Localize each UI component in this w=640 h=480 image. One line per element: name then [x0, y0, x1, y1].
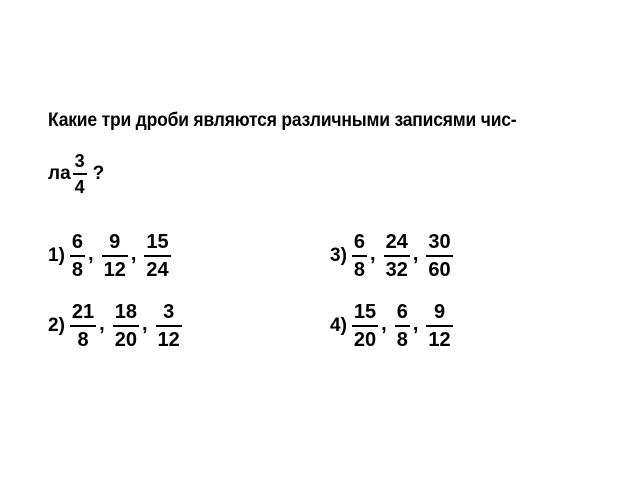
option-fraction: [156, 302, 182, 350]
comma-separator: ,: [381, 313, 387, 335]
comma-separator: ,: [130, 243, 137, 265]
fraction-denominator: 8: [396, 329, 408, 351]
question-mark: ?: [92, 163, 105, 184]
comma-separator: ,: [412, 313, 419, 335]
fraction-bar: [352, 325, 378, 327]
fraction-numerator: 3: [163, 301, 175, 323]
fraction-numerator: 30: [428, 231, 451, 253]
fraction-bar: [156, 325, 182, 327]
comma-separator: ,: [370, 243, 376, 265]
answer-option-3[interactable]: [330, 232, 455, 280]
question-prefix: ла: [48, 163, 71, 184]
option-fraction: [102, 232, 128, 280]
fraction-denominator: 12: [103, 259, 126, 281]
fraction-denominator: 32: [385, 259, 408, 281]
fraction-bar: [113, 325, 139, 327]
option-fraction: [395, 302, 410, 350]
fraction-denominator: 60: [428, 259, 451, 281]
fraction-bar: [144, 255, 170, 257]
fraction-denominator: 20: [114, 329, 137, 351]
question-text: Какие три дроби являются различными записями чис-: [48, 110, 517, 131]
option-label: 3): [330, 245, 347, 266]
fraction-denominator: 12: [157, 329, 180, 351]
option-fraction: [384, 232, 410, 280]
question-text-continuation: [48, 152, 104, 196]
comma-separator: ,: [141, 313, 148, 335]
fraction-bar: [352, 255, 367, 257]
fraction-bar: [384, 255, 410, 257]
option-fraction: [426, 232, 452, 280]
comma-separator: ,: [99, 313, 105, 335]
option-fraction: [70, 302, 96, 350]
fraction-numerator: 6: [396, 301, 408, 323]
fraction-numerator: 9: [433, 301, 446, 323]
fraction-numerator: 6: [71, 231, 84, 253]
fraction-numerator: 18: [114, 301, 137, 323]
fraction-numerator: 15: [353, 301, 377, 323]
option-fraction: [70, 232, 85, 280]
fraction-denominator: 8: [71, 259, 84, 281]
answer-option-1[interactable]: [48, 232, 173, 280]
fraction-numerator: 6: [353, 231, 366, 253]
fraction-numerator: 21: [71, 301, 95, 323]
fraction-bar: [102, 255, 128, 257]
fraction-bar: [426, 325, 452, 327]
option-fraction: [426, 302, 452, 350]
option-label: 1): [48, 245, 65, 266]
fraction-bar: [70, 325, 96, 327]
option-fraction: [352, 302, 378, 350]
option-label: 4): [330, 315, 347, 336]
fraction-bar: [70, 255, 85, 257]
fraction-numerator: 15: [146, 231, 169, 253]
fraction-denominator: 12: [428, 329, 451, 351]
option-fraction: [144, 232, 170, 280]
fraction-bar: [395, 325, 410, 327]
comma-separator: ,: [412, 243, 419, 265]
option-fraction: [113, 302, 139, 350]
option-label: 2): [48, 315, 65, 336]
fraction-denominator: 4: [74, 177, 85, 197]
question-fraction: [73, 152, 87, 196]
fraction-bar: [73, 173, 87, 175]
fraction-denominator: 8: [77, 329, 89, 351]
answer-option-2[interactable]: [48, 302, 184, 350]
fraction-bar: [426, 255, 452, 257]
fraction-numerator: 24: [385, 231, 408, 253]
answer-option-4[interactable]: [330, 302, 455, 350]
fraction-numerator: 9: [109, 231, 121, 253]
comma-separator: ,: [88, 243, 94, 265]
option-fraction: [352, 232, 367, 280]
fraction-denominator: 20: [353, 329, 377, 351]
fraction-denominator: 8: [353, 259, 366, 281]
fraction-numerator: 3: [74, 151, 85, 171]
fraction-denominator: 24: [146, 259, 169, 281]
